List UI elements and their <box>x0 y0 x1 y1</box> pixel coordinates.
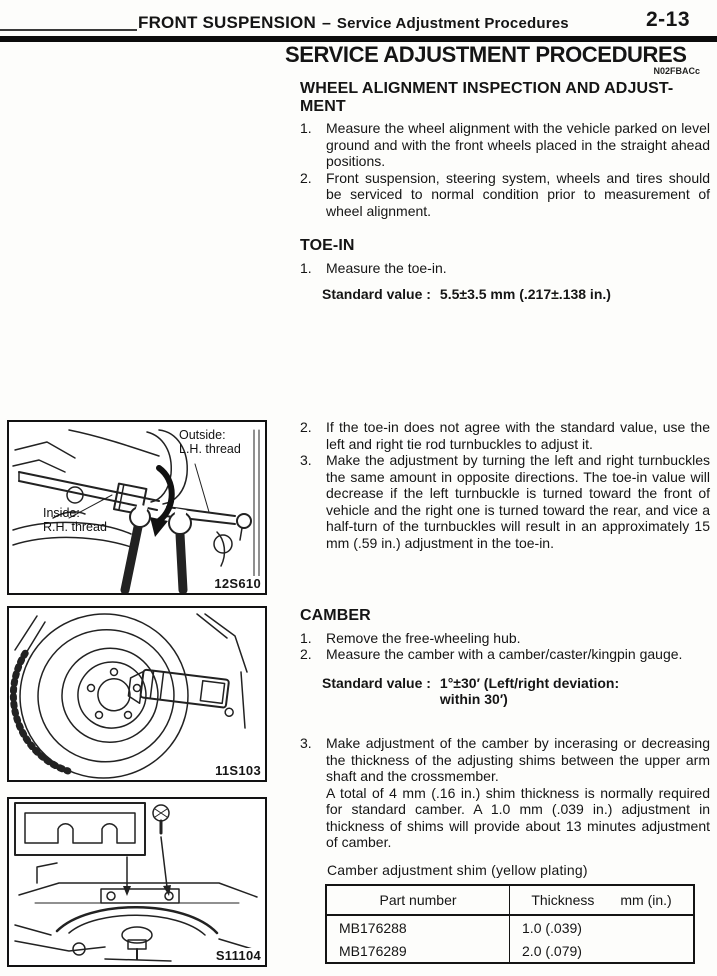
list-item-text: Make the adjustment by turning the left and right turnbuckles the same amount in opposite directions. The toe-in value will decrease if the left turnbuckle is turned toward the front of vehicle and the right one is turned toward the rear, and vice a half-turn of the turnbuckles will result in an approximately 15 mm (.59 in.) adjustment in the toe-in. <box>326 452 710 551</box>
thickness-cell: 1.0 (.039) <box>510 915 694 939</box>
list-item-number: 3. <box>300 452 312 468</box>
outside-label-line2: L.H. thread <box>179 442 241 456</box>
column-header-part-number: Part number <box>326 885 510 915</box>
column-header-thickness <box>510 885 694 915</box>
list-item <box>300 646 710 663</box>
standard-value-label: Standard value : <box>322 674 431 691</box>
table-row <box>326 939 694 963</box>
page-title: SERVICE ADJUSTMENT PROCEDURES <box>285 42 687 67</box>
wheel-alignment-heading-line2: MENT <box>300 97 346 115</box>
standard-value-line1: 1°±30′ (Left/right deviation: <box>439 674 620 691</box>
list-item-text: Remove the free-wheeling hub. <box>326 629 521 646</box>
thickness-unit: mm (in.) <box>620 892 672 908</box>
header-section-title: FRONT SUSPENSION <box>138 13 316 32</box>
table-header-row <box>326 885 694 915</box>
list-item <box>300 735 710 851</box>
section-camber <box>300 607 710 708</box>
wheel-alignment-heading <box>300 80 710 115</box>
figure-code: 12S610 <box>211 576 261 591</box>
list-item-text <box>326 735 710 851</box>
list-item-text: If the toe-in does not agree with the standard value, use the left and right tie rod turnbuckles to adjust it. <box>326 419 710 452</box>
figure-label-outside <box>179 428 241 456</box>
toe-in-heading: TOE-IN <box>300 237 355 254</box>
section-toe-in <box>300 237 710 303</box>
standard-value-label: Standard value : <box>322 286 431 302</box>
figure-code: 11S103 <box>212 763 261 778</box>
list-item-number: 1. <box>300 629 312 646</box>
header-separator: – <box>321 15 331 32</box>
camber-heading: CAMBER <box>300 607 371 624</box>
table-row <box>326 915 694 939</box>
reference-code: N02FBACc <box>653 66 700 76</box>
list-item-number: 1. <box>300 120 312 136</box>
list-item <box>300 452 710 551</box>
camber-standard-value <box>322 675 710 708</box>
figure-label-inside <box>43 506 107 534</box>
inside-label-line1: Inside: <box>43 506 80 520</box>
wheel-alignment-heading-line1: WHEEL ALIGNMENT INSPECTION AND ADJUST- <box>300 80 674 97</box>
camber-shim-table <box>325 884 695 964</box>
outside-label-line1: Outside: <box>179 428 226 442</box>
figure-code: S11104 <box>213 948 261 963</box>
toe-in-standard-value <box>322 286 710 303</box>
figure-camber-gauge <box>7 606 267 782</box>
inside-label-line2: R.H. thread <box>43 520 107 534</box>
list-item-text: Front suspension, steering system, wheels and tires should be serviced to normal condition prior to measurement of wheel alignment. <box>326 169 710 219</box>
page-number: 2-13 <box>645 8 690 31</box>
list-item <box>300 419 710 452</box>
standard-value-text <box>440 675 619 708</box>
camber-adjustment-step <box>300 735 710 851</box>
list-item-text: Measure the toe-in. <box>326 259 447 276</box>
header-subtitle: Service Adjustment Procedures <box>336 15 569 32</box>
list-item-text: Measure the wheel alignment with the vehicle parked on level ground and with the front wheels placed in the straight ahead positions. <box>326 120 710 169</box>
figure-camber-shims <box>7 797 267 967</box>
list-item-text: Measure the camber with a camber/caster/kingpin gauge. <box>326 646 683 662</box>
page-header <box>138 13 569 33</box>
section-wheel-alignment <box>300 80 710 219</box>
list-item <box>300 120 710 170</box>
list-item <box>300 260 710 277</box>
thickness-label: Thickness <box>531 892 595 908</box>
camber-gauge-illustration <box>9 608 265 780</box>
header-thin-rule <box>0 29 137 31</box>
camber-step3-paragraph2: A total of 4 mm (.16 in.) shim thickness is normally required for standard camber. A 1.0 mm (.039 in.) adjustment in thickness of shims will provide about 13 minutes adjustment of camber. <box>326 784 710 850</box>
list-item-number: 2. <box>300 646 312 662</box>
list-item-number: 1. <box>300 259 312 276</box>
list-item <box>300 630 710 647</box>
camber-shim-illustration <box>9 799 265 965</box>
thickness-cell: 2.0 (.079) <box>510 939 694 963</box>
shim-table-caption: Camber adjustment shim (yellow plating) <box>327 862 588 878</box>
camber-step3-paragraph1: Make adjustment of the camber by incerasing or decreasing the thickness of the adjusting shims between the upper arm shaft and the crossmember. <box>326 735 710 784</box>
part-number-cell: MB176288 <box>339 919 407 936</box>
list-item-number: 2. <box>300 169 312 186</box>
toe-in-adjustment-steps <box>300 419 710 551</box>
figure-tie-rod-turnbuckle <box>7 420 267 595</box>
part-number-cell: MB176289 <box>339 942 407 959</box>
standard-value-line2: within 30′) <box>439 691 508 707</box>
list-item <box>300 170 710 220</box>
standard-value-text: 5.5±3.5 mm (.217±.138 in.) <box>439 286 611 302</box>
list-item-number: 2. <box>300 419 312 435</box>
list-item-number: 3. <box>300 735 312 751</box>
